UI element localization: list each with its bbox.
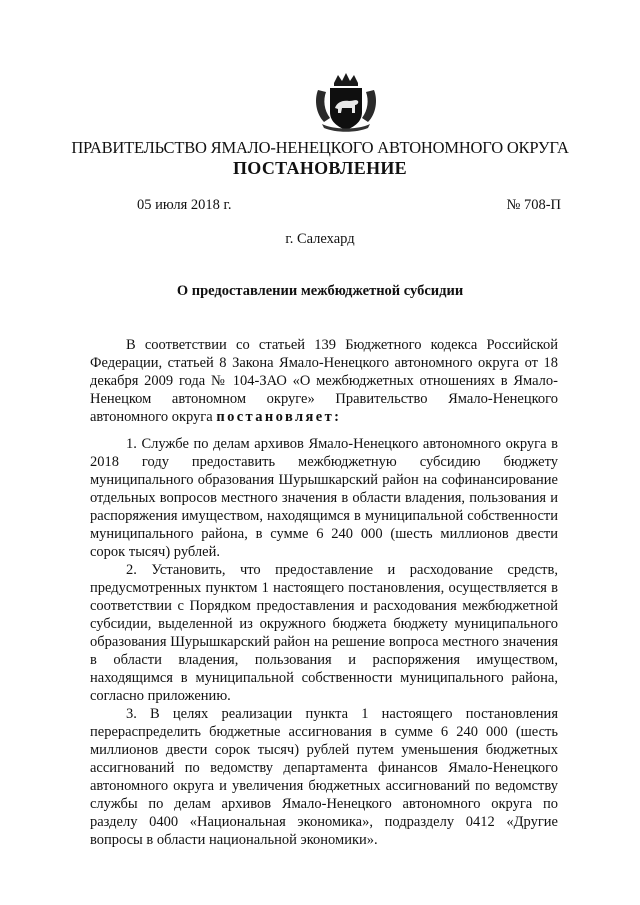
preamble-text — [90, 336, 558, 426]
document-subject: О предоставлении межбюджетной субсидии — [176, 283, 464, 299]
resolution-item-1: 1. Службе по делам архивов Ямало-Ненецкого автономного округа в 2018 году предоставить межбюджетную субсидию бюджету муниципального образования Шурышкарский район на софинансирование отдельных вопросов местного значения в области владения, пользования и распоряжения имуществом, находящимся в муниципальной собственности муниципального района, в сумме 6 240 000 (шесть миллионов двести сорок тысяч) рублей. — [90, 436, 558, 560]
coat-of-arms-icon — [312, 70, 380, 134]
document-type-heading: ПОСТАНОВЛЕНИЕ — [233, 158, 407, 178]
coat-of-arms-emblem — [312, 70, 380, 134]
document-city: г. Салехард — [285, 231, 355, 247]
government-title: ПРАВИТЕЛЬСТВО ЯМАЛО-НЕНЕЦКОГО АВТОНОМНОГО ОКРУГА — [71, 138, 569, 157]
document-number: № 708-П — [506, 197, 561, 213]
document-date: 05 июля 2018 г. — [137, 197, 232, 213]
resolution-items — [90, 435, 558, 849]
resolution-item-2: 2. Установить, что предоставление и расходование средств, предусмотренных пунктом 1 настоящего постановления, осуществляется в соответствии с Порядком предоставления и расходования межбюджетной субсидии, выделенной из окружного бюджета бюджету муниципального образования Шурышкарский район на решение вопроса местного значения в области владения, пользования и распоряжения имуществом, находящимся в муниципальной собственности муниципального района, согласно приложению. — [90, 562, 558, 704]
resolution-item-3: 3. В целях реализации пункта 1 настоящего постановления перераспределить бюджетные ассигнования в сумме 6 240 000 (шесть миллионов двести сорок тысяч) рублей путем уменьшения бюджетных ассигнований по ведомству департамента финансов Ямало-Ненецкого автономного округа и увеличения бюджетных ассигнований по ведомству службы по делам архивов Ямало-Ненецкого автономного округа по разделу 0400 «Национальная экономика», подразделу 0412 «Другие вопросы в области национальной экономики». — [90, 706, 558, 848]
preamble-paragraph — [90, 336, 558, 426]
preamble-body: В соответствии со статьей 139 Бюджетного кодекса Российской Федерации, статьей 8 Закона Ямало-Ненецкого автономного округа от 18 декабря 2009 года № 104-ЗАО «О межбюджетных отношениях в Ямало-Ненецком автономном округе» Правительство Ямало-Ненецкого автономного округа — [90, 337, 558, 425]
resolves-word: постановляет: — [216, 409, 342, 425]
